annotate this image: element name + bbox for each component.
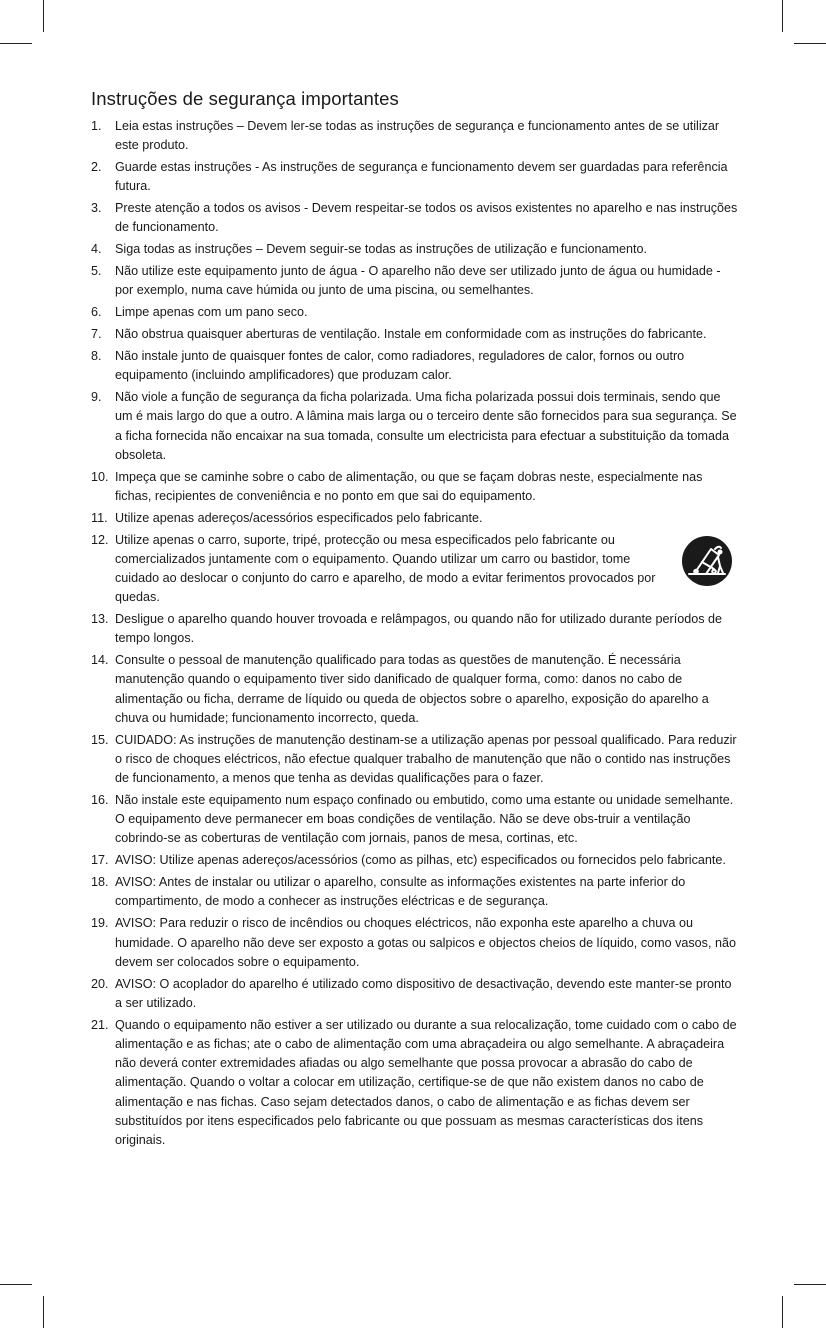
list-item [91,117,741,155]
item-number: 12. [91,532,109,547]
item-text: Siga todas as instruções – Devem seguir-se todas as instruções de utilização e funcionamento. [115,242,648,257]
item-text: Utilize apenas o carro, suporte, tripé, protecção ou mesa especificados pelo fabricante ou comercializados juntamente com o equipamento. Quando utilizar um carro ou bastidor, tome cuidado ao deslocar o conjunto do carro e aparelho, de modo a evitar ferimentos provocados por quedas. [115,532,656,605]
list-item [91,731,741,789]
item-text: Desligue o aparelho quando houver trovoada e relâmpagos, ou quando não for utilizado durante períodos de tempo longos. [115,612,723,646]
item-text: AVISO: Utilize apenas adereços/acessórios (como as pilhas, etc) especificados ou fornecidos pelo fabricante. [115,853,726,868]
item-number: 15. [91,732,109,747]
list-item [91,531,741,608]
item-number: 10. [91,469,109,484]
list-item [91,509,741,528]
item-number: 4. [91,242,102,257]
item-text: Quando o equipamento não estiver a ser utilizado ou durante a sua relocalização, tome cuidado com o cabo de alimentação e as fichas; ate o cabo de alimentação com uma abraçadeira ou algo semelhante. A abraçadeira não deverá conter extremidades afiadas ou algo semelhante que possa provocar a abrasão do cabo de alimentação. Quando o voltar a colocar em utilização, certifique-se de que não existem danos no cabo de alimentação e nas fichas. Caso sejam detectados danos, o cabo de alimentação e as fichas devem ser substituídos por itens especificados pelo fabricante ou que possuam as mesmas características dos itens originais. [115,1017,737,1147]
list-item [91,914,741,972]
crop-mark [43,1296,44,1328]
item-text: AVISO: Para reduzir o risco de incêndios ou choques eléctricos, não exponha este aparelho a chuva ou humidade. O aparelho não deve ser exposto a gotas ou salpicos e objectos cheios de líquido, como vasos, não devem ser colocados sobre o equipamento. [115,916,736,969]
item-number: 7. [91,327,102,342]
list-item [91,158,741,196]
crop-mark [782,0,783,32]
item-text: Utilize apenas adereços/acessórios especificados pelo fabricante. [115,510,483,525]
list-item [91,873,741,911]
crop-mark [0,1284,32,1285]
item-text: Não instale junto de quaisquer fontes de calor, como radiadores, reguladores de calor, fornos ou outro equipamento (incluindo amplificadores) que produzam calor. [115,349,685,383]
item-number: 2. [91,160,102,175]
list-item [91,1016,741,1150]
item-number: 6. [91,305,102,320]
list-item [91,240,741,259]
item-text: AVISO: Antes de instalar ou utilizar o aparelho, consulte as informações existentes na parte inferior do compartimento, de modo a conhecer as instruções eléctricas e de segurança. [115,875,686,909]
item-number: 21. [91,1017,109,1032]
safety-instructions-list [91,117,741,1153]
item-text: Não utilize este equipamento junto de água - O aparelho não deve ser utilizado junto de água ou humidade - por exemplo, numa cave húmida ou junto de uma piscina, ou semelhantes. [115,264,721,298]
item-number: 8. [91,349,102,364]
item-number: 13. [91,612,109,627]
list-item [91,388,741,465]
item-text: Guarde estas instruções - As instruções de segurança e funcionamento devem ser guardadas para referência futura. [115,160,728,194]
crop-mark [0,43,32,44]
item-text: Impeça que se caminhe sobre o cabo de alimentação, ou que se façam dobras neste, especialmente nas fichas, recipientes de conveniência e no ponto em que sai do equipamento. [115,469,703,503]
item-number: 20. [91,976,109,991]
item-number: 14. [91,653,109,668]
crop-mark [794,43,826,44]
crop-mark [43,0,44,32]
item-text: Limpe apenas com um pano seco. [115,305,308,320]
list-item [91,262,741,300]
crop-mark [794,1284,826,1285]
item-text: Não obstrua quaisquer aberturas de ventilação. Instale em conformidade com as instruções do fabricante. [115,327,707,342]
list-item [91,325,741,344]
list-item [91,468,741,506]
list-item [91,651,741,728]
crop-mark [782,1296,783,1328]
tip-over-cart-warning-icon [681,535,733,587]
item-text: Não instale este equipamento num espaço confinado ou embutido, como uma estante ou unidade semelhante. O equipamento deve permanecer em boas condições de ventilação. Não se deve obs-truir a ventilação cobrindo-se as coberturas de ventilação com jornais, panos de mesa, cortinas, etc. [115,793,734,846]
item-number: 18. [91,875,109,890]
item-number: 16. [91,793,109,808]
list-item [91,347,741,385]
list-item [91,791,741,849]
list-item [91,975,741,1013]
item-text: Consulte o pessoal de manutenção qualificado para todas as questões de manutenção. É necessária manutenção quando o equipamento tiver sido danificado de qualquer forma, como: danos no cabo de alimentação ou ficha, derrame de líquido ou queda de objectos sobre o aparelho, exposição do aparelho a chuva ou humidade; funcionamento incorrecto, queda. [115,653,709,725]
item-number: 19. [91,916,109,931]
list-item [91,851,741,870]
item-text: Preste atenção a todos os avisos - Devem respeitar-se todos os avisos existentes no aparelho e nas instruções de funcionamento. [115,201,738,235]
item-number: 3. [91,201,102,216]
item-text: Não viole a função de segurança da ficha polarizada. Uma ficha polarizada possui dois terminais, sendo que um é mais largo do que a outro. A lâmina mais larga ou o terceiro dente são fornecidos para sua segurança. Se a ficha fornecida não encaixar na sua tomada, consulte um electricista para efectuar a substituição da tomada obsoleta. [115,390,737,462]
list-item [91,199,741,237]
item-number: 11. [91,510,108,525]
item-text: CUIDADO: As instruções de manutenção destinam-se a utilização apenas por pessoal qualificado. Para reduzir o risco de choques eléctricos, não efectue qualquer trabalho de manutenção que não o contido nas instruções de funcionamento, a menos que tenha as devidas qualificações para o fazer. [115,732,737,786]
item-text: AVISO: O acoplador do aparelho é utilizado como dispositivo de desactivação, devendo este manter-se pronto a ser utilizado. [115,976,732,1010]
page-title: Instruções de segurança importantes [91,88,399,109]
item-number: 17. [91,853,109,868]
item-number: 1. [91,119,102,133]
list-item [91,303,741,322]
list-item [91,610,741,648]
item-text: Leia estas instruções – Devem ler-se todas as instruções de segurança e funcionamento antes de se utilizar este produto. [115,119,720,153]
item-number: 5. [91,264,102,279]
item-number: 9. [91,390,102,405]
